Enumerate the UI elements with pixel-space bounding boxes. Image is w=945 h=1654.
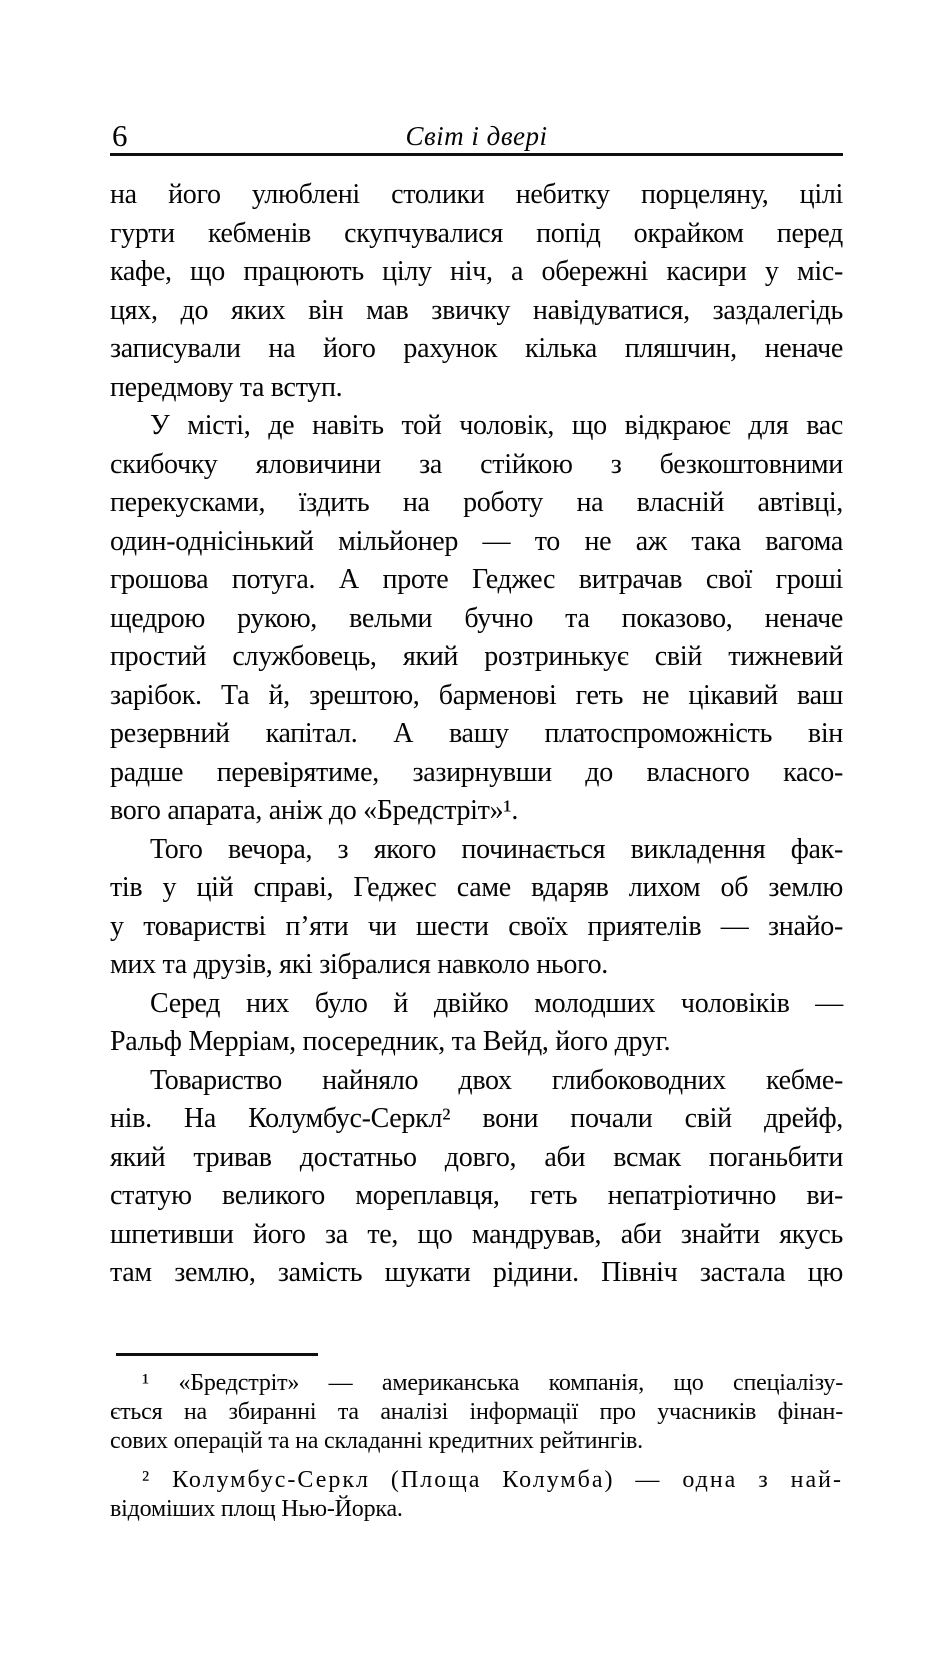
body-line: передмову та вступ. bbox=[110, 371, 343, 403]
paragraph bbox=[110, 1062, 843, 1293]
paragraph bbox=[110, 407, 843, 831]
footnote-line: ¹ «Бредстріт» — американська компанія, що спеціалізу- bbox=[142, 1370, 843, 1396]
body-line: шпетивши його за те, що мандрував, аби знайти якусь bbox=[110, 1218, 843, 1250]
footnote-line: відоміших площ Нью-Йорка. bbox=[110, 1496, 403, 1522]
body-line: Ральф Мерріам, посередник, та Вейд, його друг. bbox=[110, 1026, 671, 1057]
body-line: статую великого мореплавця, геть непатріотично ви- bbox=[110, 1180, 843, 1211]
body-line: у товаристві п’яти чи шести своїх приятелів — знайо- bbox=[110, 910, 843, 942]
body-line: Того вечора, з якого починається викладення фак- bbox=[150, 833, 843, 865]
footnote-line: ється на збиранні та аналізі інформації про учасників фінан- bbox=[110, 1399, 843, 1425]
body-line: мих та друзів, які зібралися навколо нього. bbox=[110, 949, 608, 980]
footnotes bbox=[110, 1353, 843, 1534]
paragraph bbox=[110, 985, 843, 1062]
body-line: скибочку яловичини за стійкою з безкоштовними bbox=[110, 448, 843, 480]
body-line: цях, до яких він мав звичку навідуватися, заздалегідь bbox=[110, 294, 843, 326]
body-line: простий службовець, який розтринькує свій тижневий bbox=[110, 641, 843, 672]
running-title: Світ і двері bbox=[405, 121, 548, 151]
footnote-line: сових операцій та на складанні кредитних рейтингів. bbox=[110, 1428, 643, 1454]
body-line: щедрою рукою, вельми бучно та показово, неначе bbox=[110, 602, 843, 634]
body-line: там землю, замість шукати рідини. Північ застала цю bbox=[110, 1257, 843, 1288]
body-line: зарібок. Та й, зрештою, барменові геть не цікавий ваш bbox=[110, 679, 843, 711]
body-line: перекусками, їздить на роботу на власній автівці, bbox=[110, 487, 843, 518]
body-line: резервний капітал. А вашу платоспроможність він bbox=[110, 718, 843, 749]
page-number: 6 bbox=[112, 118, 128, 153]
body-line: вого апарата, аніж до «Бредстріт»¹. bbox=[110, 795, 519, 826]
footnote-separator bbox=[116, 1353, 318, 1356]
body-line: У місті, де навіть той чоловік, що відкраює для вас bbox=[150, 410, 843, 441]
header-rule bbox=[110, 153, 843, 156]
body-line: тів у цій справі, Геджес саме вдаряв лихом об землю bbox=[110, 872, 843, 903]
paragraph bbox=[110, 176, 843, 407]
body-line: кафе, що працюють цілу ніч, а обережні касири у міс- bbox=[110, 256, 843, 287]
body-line: Серед них було й двійко молодших чоловіків — bbox=[150, 987, 843, 1019]
body-line: гурти кебменів скупчувалися попід окрайком перед bbox=[110, 217, 843, 249]
body-line: який тривав достатньо довго, аби всмак поганьбити bbox=[110, 1141, 843, 1173]
footnote bbox=[110, 1466, 843, 1524]
body-line: радше перевірятиме, зазирнувши до власного касо- bbox=[110, 756, 843, 788]
body-line: нів. На Колумбус-Серкл² вони почали свій дрейф, bbox=[110, 1103, 843, 1134]
body-line: один-однісінький мільйонер — то не аж така вагома bbox=[110, 525, 843, 557]
body-line: грошова потуга. А проте Геджес витрачав свої гроші bbox=[110, 564, 843, 595]
body-line: Товариство найняло двох глибоководних кебме- bbox=[150, 1064, 843, 1096]
body-line: записували на його рахунок кілька пляшчин, неначе bbox=[110, 333, 843, 364]
footnote bbox=[110, 1369, 843, 1456]
body-line: на його улюблені столики небитку порцеляну, цілі bbox=[110, 179, 843, 210]
paragraph bbox=[110, 831, 843, 985]
body-text bbox=[110, 176, 843, 1293]
footnote-line: ² Колумбус-Серкл (Площа Колумба) — одна з най- bbox=[142, 1467, 843, 1493]
